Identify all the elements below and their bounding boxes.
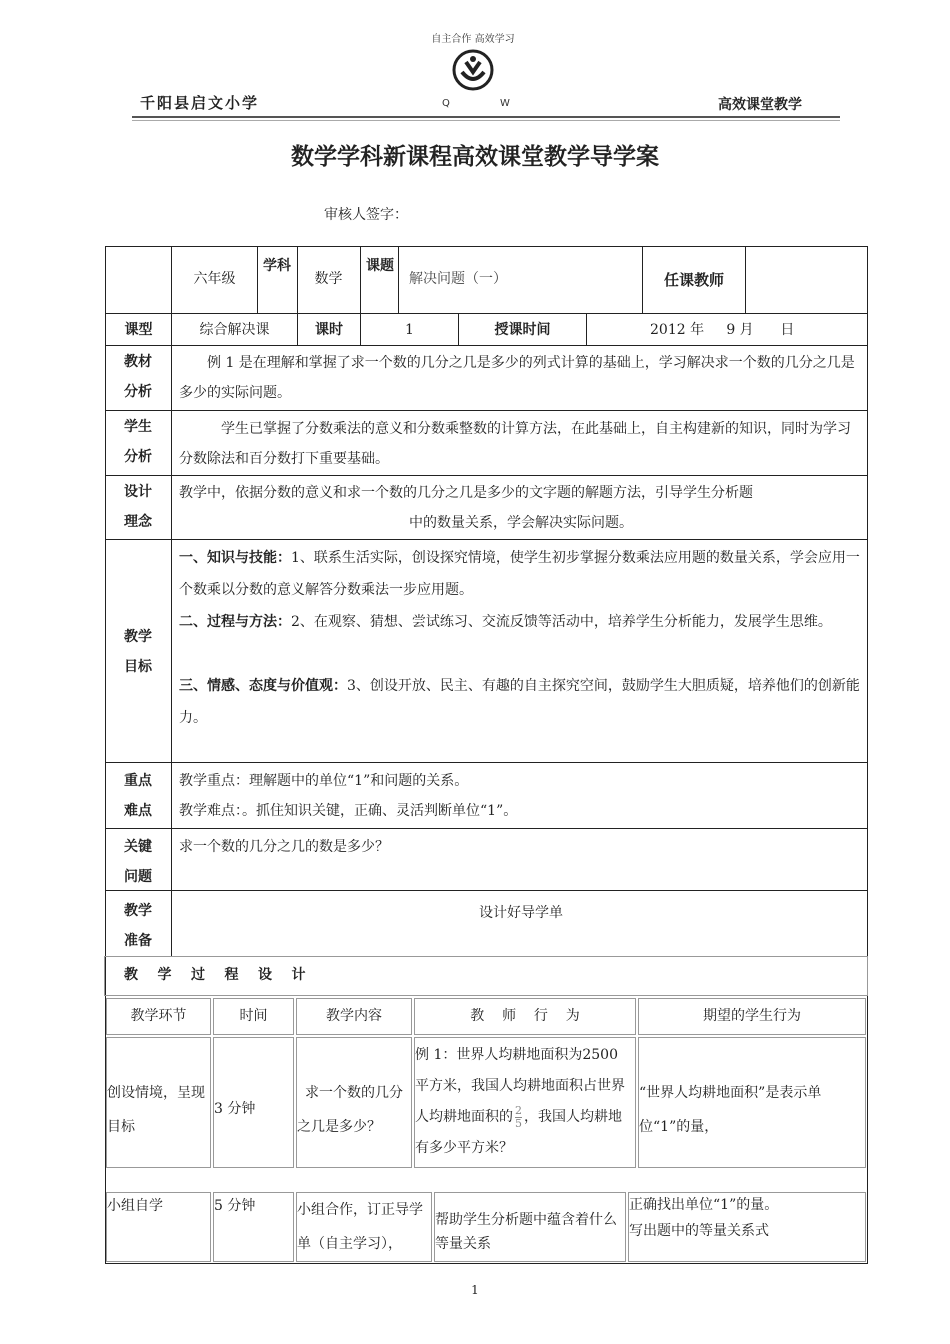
row1-teacher-a: 例 1：世界人均耕地面积为2500 平方米，我国人均耕地面积占世界人均耕地面积的 (415, 1047, 625, 1125)
row1-stage: 创设情境，呈现目标 (107, 1085, 205, 1135)
row2-teacher: 帮助学生分析题中蕴含着什么等量关系 (435, 1212, 617, 1252)
reviewer-signature-label: 审核人签字： (324, 207, 408, 223)
difficult-point: 教学难点：。抓住知识关键，正确、灵活判断单位“1”。 (179, 803, 518, 819)
row1-teacher (415, 1040, 635, 1164)
topic-label: 课题 (366, 258, 394, 274)
question-label: 关键问题 (124, 839, 152, 885)
material-label: 教材分析 (124, 354, 152, 400)
row2-student-1: 正确找出单位“1”的量。 (629, 1197, 779, 1213)
goal-2-text: 2、在观察、猜想、尝试练习、交流反馈等活动中，培养学生分析能力，发展学生思维。 (291, 614, 832, 630)
key-question: 求一个数的几分之几的数是多少？ (179, 839, 389, 855)
time-label: 授课时间 (494, 322, 551, 338)
design-concept-line1: 教学中，依据分数的意义和求一个数的几分之几是多少的文字题的解题方法，引导学生分析题 (179, 485, 753, 501)
lesson-date: 2012 年 9 月 日 (650, 322, 795, 338)
goal-3-heading: 三、情感、态度与价值观： (179, 678, 347, 694)
teaching-preparation: 设计好导学单 (479, 905, 563, 921)
design-label: 设计理念 (124, 484, 152, 530)
goal-label: 教学目标 (124, 629, 152, 675)
type-label: 课型 (124, 322, 153, 338)
goal-1-heading: 一、知识与技能： (179, 550, 291, 566)
goal-1-text: 1、联系生活实际，创设探究情境，使学生初步掌握分数乘法应用题的数量关系，学会应用一个数乘以分数的意义解答分数乘法一步应用题。 (179, 550, 860, 598)
teacher-label: 任课教师 (663, 271, 724, 289)
goal-3-text: 3、创设开放、民主、有趣的自主探究空间，鼓励学生大胆质疑，培养他们的创新能力。 (179, 678, 860, 726)
row1-time: 3 分钟 (214, 1101, 256, 1117)
subject: 数学 (314, 271, 343, 287)
header-time: 时间 (239, 1008, 268, 1024)
row1-student: “世界人均耕地面积”是表示单位“1”的量， (639, 1085, 822, 1135)
student-analysis: 学生已掌握了分数乘法的意义和分数乘整数的计算方法，在此基础上，自主构建新的知识，同时为学习分数除法和百分数打下重要基础。 (179, 421, 851, 467)
goal-3 (179, 670, 863, 734)
row2-content: 小组合作，订正导学单（自主学习）， (297, 1202, 423, 1252)
topic: 解决问题（一） (409, 271, 507, 287)
header-rule-thin (132, 120, 840, 121)
page-number: 1 (471, 1283, 479, 1297)
logo-text: 自主合作 高效学习 (431, 34, 515, 45)
goal-1 (179, 542, 863, 606)
lesson-hours: 1 (405, 322, 414, 338)
row1-teacher-b: ，我国人均耕地有多少平方米？ (415, 1109, 622, 1156)
hours-label: 课时 (315, 322, 343, 338)
subject-label: 学科 (263, 258, 291, 274)
goal-2 (179, 606, 863, 638)
header-content: 教学内容 (326, 1008, 382, 1024)
key-point: 教学重点：理解题中的单位“1”和问题的关系。 (179, 773, 469, 789)
school-name: 千阳县启文小学 (140, 94, 260, 112)
prep-label: 教学准备 (124, 903, 152, 949)
header-teacher: 教 师 行 为 (470, 1008, 580, 1024)
row2-stage: 小组自学 (107, 1198, 163, 1214)
process-title: 教 学 过 程 设 计 (124, 967, 306, 983)
student-label: 学生分析 (124, 419, 152, 465)
logo-q: Q (442, 98, 450, 109)
header-stage: 教学环节 (130, 1008, 187, 1024)
page-title: 数学学科新课程高效课堂教学导学案 (291, 144, 659, 170)
lesson-type: 综合解决课 (199, 322, 270, 338)
key-label: 重点难点 (124, 773, 152, 819)
header-student: 期望的学生行为 (703, 1008, 801, 1024)
fraction-two-fifths: $\frac{2}{5}$ (515, 1103, 522, 1130)
row2-time: 5 分钟 (214, 1198, 256, 1214)
header-right-text: 高效课堂教学 (718, 97, 802, 113)
school-logo-icon (418, 28, 528, 118)
row1-content: 求一个数的几分之几是多少？ (297, 1085, 403, 1135)
grade: 六年级 (193, 271, 236, 287)
design-concept-line2: 中的数量关系，学会解决实际问题。 (409, 515, 633, 531)
logo-w: W (500, 98, 510, 109)
row2-student-2: 写出题中的等量关系式 (629, 1223, 769, 1239)
goal-2-heading: 二、过程与方法： (179, 614, 291, 630)
material-analysis: 例 1 是在理解和掌握了求一个数的几分之几是多少的列式计算的基础上，学习解决求一个数的几分之几是多少的实际问题。 (179, 355, 855, 401)
